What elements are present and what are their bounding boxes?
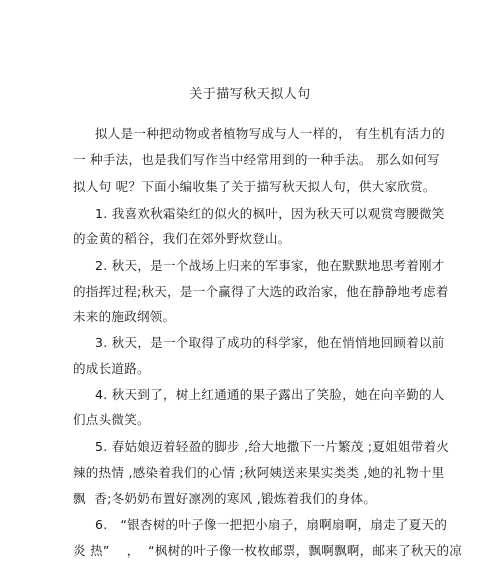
paragraph-line: 4. 秋天到了，树上红通通的果子露出了笑脸，她在向辛勤的人 [95, 387, 445, 402]
paragraph-line: 2. 秋天，是一个战场上归来的军事家，他在默默地思考着刚才 [95, 258, 445, 273]
paragraph-line: 3. 秋天，是一个取得了成功的科学家，他在悄悄地回顾着以前 [95, 335, 445, 350]
paragraph-line: 一 种手法，也是我们写作当中经常用到的一种手法。 那么如何写 [73, 152, 440, 167]
paragraph-line: 们点头微笑。 [73, 412, 150, 427]
paragraph-line: 炎 热” ， “枫树的叶子像一枚枚邮票，飘啊飘啊，邮来了秋天的凉 [73, 543, 463, 558]
paragraph-line: 飘 香;冬奶奶布置好凛冽的寒风 ,锻炼着我们的身体。 [73, 491, 377, 506]
paragraph-line: 1. 我喜欢秋霜染红的似火的枫叶，因为秋天可以观赏弯腰微笑 [95, 206, 445, 221]
paragraph-line: 辣的热情 ,感染着我们的心情 ;秋阿姨送来果实类类 ,她的礼物十里 [73, 465, 445, 480]
paragraph-line: 未来的施政纲领。 [73, 309, 176, 324]
paragraph-line: 拟人句 呢？下面小编收集了关于描写秋天拟人句，供大家欣赏。 [73, 179, 436, 194]
paragraph-line: 拟人是一种把动物或者植物写成与人一样的， 有生机有活力的 [95, 126, 445, 141]
paragraph-line: 的成长道路。 [73, 361, 150, 376]
paragraph-line: 的金黄的稻谷，我们在郊外野炊登山。 [73, 231, 291, 246]
document-title: 关于描写秋天拟人句 [189, 87, 311, 102]
paragraph-line: 5. 春姑娘迈着轻盈的脚步 ,给大地撒下一片繁茂 ;夏姐姐带着火 [95, 439, 450, 454]
paragraph-line: 6. “银杏树的叶子像一把把小扇子，扇啊扇啊，扇走了夏天的 [95, 517, 448, 532]
paragraph-line: 的指挥过程;秋天，是一个赢得了大选的政治家，他在静静地考虑着 [73, 284, 449, 299]
